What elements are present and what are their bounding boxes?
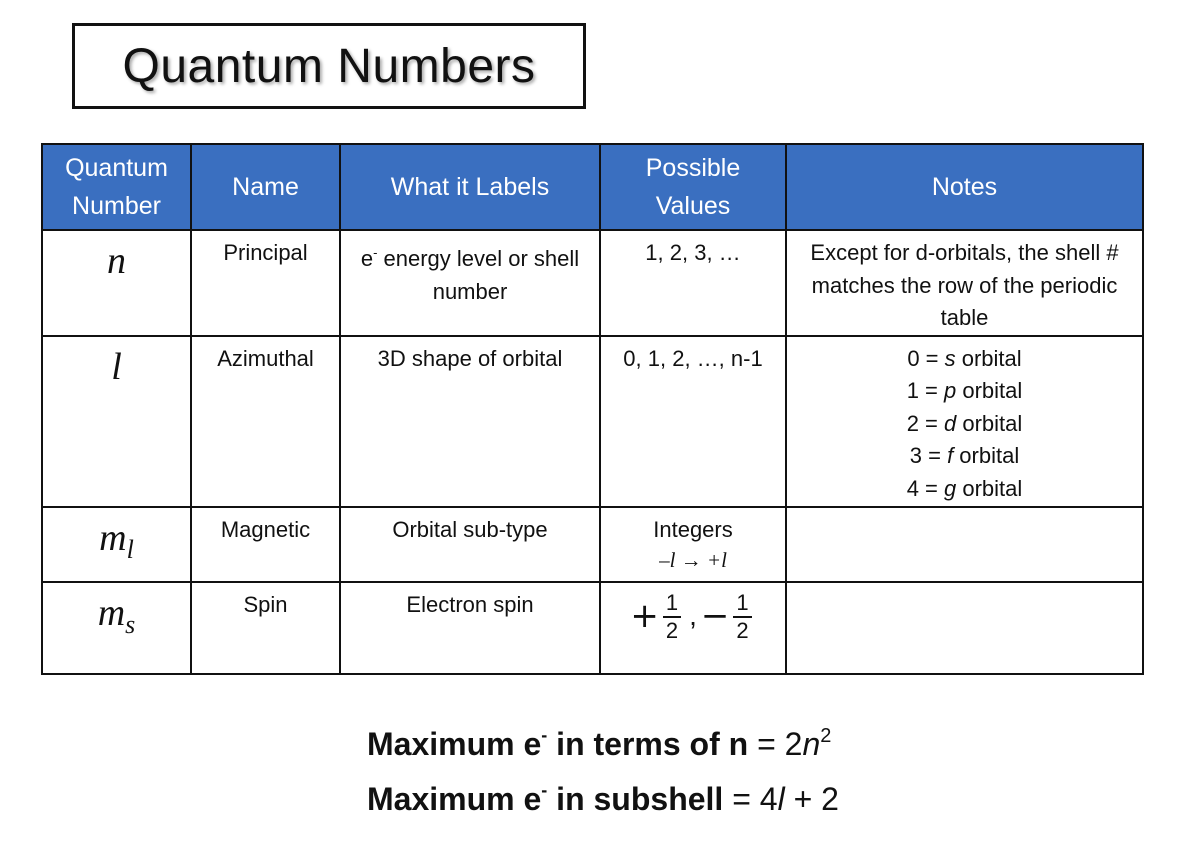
formula-label: Maximum e [367,726,542,762]
note-suffix: orbital [956,475,1023,501]
note-line [793,440,1136,473]
symbol-cell [42,582,191,674]
notes-cell [786,507,1143,582]
note-suffix: orbital [956,378,1023,403]
denominator: 2 [736,617,749,643]
minus-sign: − [700,596,730,637]
values-cell: 0, 1, 2, …, n-1 [600,336,786,507]
header-what-it-labels: What it Labels [340,144,600,230]
fraction [733,590,751,644]
name-cell: Principal [191,230,340,336]
numerator: 1 [733,590,751,618]
note-prefix: 2 = [906,410,944,436]
quantum-numbers-table [41,143,1144,675]
symbol-cell: l [42,336,191,507]
formula-label-rest: in terms of n [547,726,749,762]
note-suffix: orbital [956,410,1023,436]
symbol-cell [42,507,191,582]
labels-cell: Electron spin [340,582,600,674]
symbol-sub: l [126,534,134,564]
values-range: –l → +l [659,548,727,572]
values-line: Integers [653,516,733,542]
header-quantum-number: Quantum Number [42,144,191,230]
labels-prefix: e [360,246,374,271]
formula-label: Maximum e [367,781,542,817]
header-notes: Notes [786,144,1143,230]
table-row [42,336,1143,507]
formula-exponent: 2 [820,725,832,747]
values-cell: 1, 2, 3, … [600,230,786,336]
notes-cell [786,336,1143,507]
spin-values [607,585,779,649]
formula-tail: + 2 [784,781,839,817]
denominator: 2 [665,617,679,643]
formula-sup: - [541,780,548,800]
note-prefix: 0 = [907,345,945,371]
formula-sup: - [541,725,548,745]
labels-cell: Orbital sub-type [340,507,600,582]
fraction [663,590,681,644]
symbol-cell: n [42,230,191,336]
page-title: Quantum Numbers [122,39,536,93]
notes-cell: Except for d-orbitals, the shell # matches the row of the periodic table [786,230,1143,336]
name-cell: Magnetic [191,507,340,582]
formula-footer [367,712,839,822]
symbol-sub: s [125,609,136,639]
table-header-row [42,144,1143,230]
symbol-main: m [99,516,127,559]
table-row [42,230,1143,336]
formula-max-electrons-subshell [367,767,839,822]
note-letter: d [944,410,957,436]
title-box [72,23,586,109]
labels-rest: energy level or shell number [377,246,580,304]
name-cell: Azimuthal [191,336,340,507]
symbol-main: m [97,591,126,634]
name-cell: Spin [191,582,340,674]
numerator: 1 [663,590,681,618]
note-suffix: orbital [955,345,1022,371]
labels-sup: - [373,245,378,260]
formula-label-rest: in subshell [547,781,724,817]
labels-cell [340,230,600,336]
plus-sign: + [630,596,659,637]
note-line [793,408,1136,441]
table-row [42,582,1143,674]
values-cell [600,507,786,582]
note-letter: f [947,443,954,468]
header-possible-values: Possible Values [600,144,786,230]
note-line [793,343,1136,376]
note-suffix: orbital [953,443,1020,468]
formula-eq: = 4 [723,781,778,817]
comma: , [689,600,697,632]
table-row [42,507,1143,582]
note-line [793,375,1136,408]
labels-cell: 3D shape of orbital [340,336,600,507]
note-line [793,473,1136,506]
note-letter: p [944,378,957,403]
formula-var: l [777,781,785,817]
formula-var: n [802,726,821,762]
note-letter: s [944,345,956,371]
formula-eq: = 2 [748,726,803,762]
note-letter: g [944,475,957,501]
header-name: Name [191,144,340,230]
notes-cell [786,582,1143,674]
note-prefix: 3 = [909,443,948,468]
note-prefix: 1 = [906,378,944,403]
note-prefix: 4 = [906,475,944,501]
formula-max-electrons-n [367,712,839,767]
values-cell [600,582,786,674]
